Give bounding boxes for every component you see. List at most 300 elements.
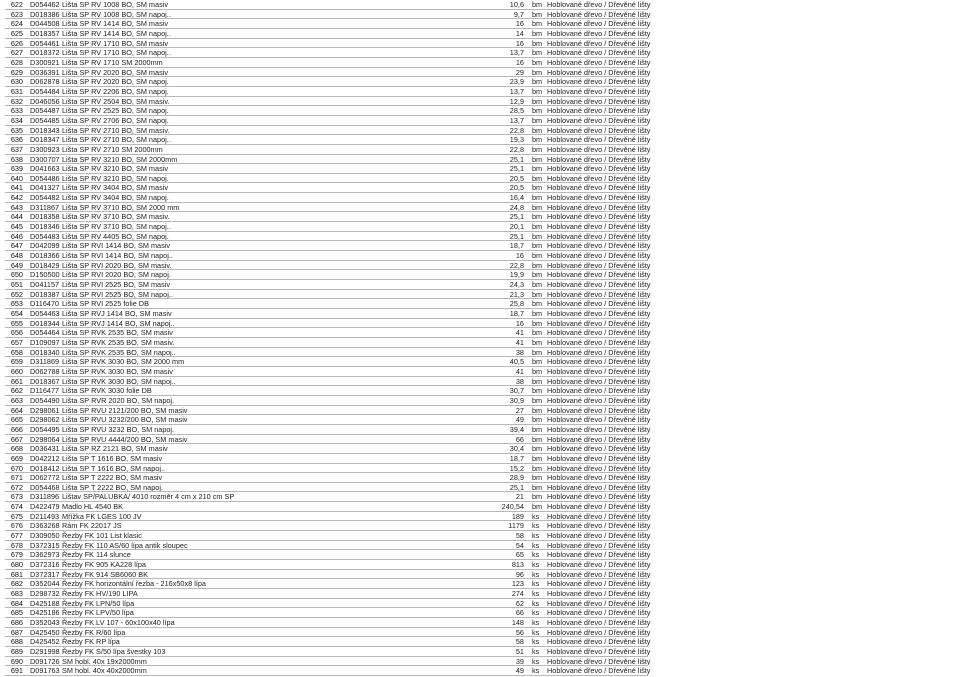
row-number: 684 bbox=[10, 598, 23, 608]
unit: ks bbox=[532, 589, 540, 599]
category: Hoblované dřevo / Dřevěné lišty bbox=[547, 560, 651, 570]
item-description: Lišta SP RV 2504 BO, SM masiv. bbox=[62, 96, 170, 106]
row-number: 674 bbox=[10, 502, 23, 512]
row-number: 662 bbox=[10, 386, 23, 396]
row-number: 643 bbox=[10, 202, 23, 212]
unit: bm bbox=[532, 19, 543, 29]
row-number: 673 bbox=[10, 492, 23, 502]
item-code: D042099 bbox=[30, 241, 60, 251]
quantity: 38 bbox=[515, 376, 524, 386]
item-code: D054486 bbox=[30, 173, 60, 183]
row-number: 640 bbox=[10, 173, 23, 183]
quantity: 240,54 bbox=[501, 502, 524, 512]
table-row bbox=[0, 406, 960, 416]
item-description: Lišta SP T 2222 BO, SM napoj. bbox=[62, 482, 164, 492]
item-code: D062772 bbox=[30, 473, 60, 483]
unit: bm bbox=[532, 337, 543, 347]
item-description: Lišta SP RVK 2535 BO, SM masiv. bbox=[62, 337, 175, 347]
table-row bbox=[0, 579, 960, 589]
item-code: D300923 bbox=[30, 144, 60, 154]
table-row bbox=[0, 183, 960, 193]
category: Hoblované dřevo / Dřevěné lišty bbox=[547, 656, 651, 666]
row-number: 641 bbox=[10, 183, 23, 193]
quantity: 18,7 bbox=[509, 309, 524, 318]
row-number: 675 bbox=[10, 511, 23, 521]
row-number: 631 bbox=[10, 86, 23, 96]
item-description: Madlo HL 4540 BK bbox=[62, 502, 123, 512]
quantity: 21,3 bbox=[509, 289, 524, 299]
unit: bm bbox=[532, 415, 543, 425]
table-row bbox=[0, 10, 960, 20]
category: Hoblované dřevo / Dřevěné lišty bbox=[547, 86, 651, 96]
quantity: 30,7 bbox=[509, 386, 524, 396]
item-description: Lišta SP RVU 3232/200 BO, SM masiv bbox=[62, 415, 188, 425]
category: Hoblované dřevo / Dřevěné lišty bbox=[547, 241, 651, 251]
table-row bbox=[0, 328, 960, 338]
category: Hoblované dřevo / Dřevěné lišty bbox=[547, 57, 651, 67]
item-code: D311867 bbox=[30, 202, 60, 212]
item-description: Lišta SP RV 3710 BO, SM masiv. bbox=[62, 212, 170, 222]
item-code: D054462 bbox=[30, 0, 60, 9]
unit: bm bbox=[532, 9, 543, 19]
item-description: Řezby FK 914 SB6060 BK bbox=[62, 569, 148, 579]
category: Hoblované dřevo / Dřevěné lišty bbox=[547, 666, 651, 676]
row-number: 661 bbox=[10, 376, 23, 386]
category: Hoblované dřevo / Dřevěné lišty bbox=[547, 444, 651, 454]
item-code: D018366 bbox=[30, 251, 60, 261]
item-code: D018346 bbox=[30, 222, 60, 232]
unit: bm bbox=[532, 395, 543, 405]
item-code: D352043 bbox=[30, 618, 60, 627]
item-code: D054484 bbox=[30, 86, 60, 96]
table-row bbox=[0, 425, 960, 435]
unit: bm bbox=[532, 231, 543, 241]
unit: bm bbox=[532, 144, 543, 154]
unit: bm bbox=[532, 405, 543, 415]
unit: bm bbox=[532, 202, 543, 212]
item-code: D150500 bbox=[30, 270, 60, 280]
category: Hoblované dřevo / Dřevěné lišty bbox=[547, 202, 651, 212]
item-description: Rám FK 22017 JS bbox=[62, 521, 122, 531]
item-description: Lišta SP RV 3210 BO, SM napoj. bbox=[62, 173, 169, 183]
item-code: D018347 bbox=[30, 135, 60, 145]
unit: bm bbox=[532, 251, 543, 261]
unit: ks bbox=[532, 521, 540, 531]
quantity: 22,8 bbox=[509, 125, 524, 135]
quantity: 62 bbox=[515, 598, 524, 608]
table-row bbox=[0, 386, 960, 396]
table-row bbox=[0, 502, 960, 512]
quantity: 39,4 bbox=[509, 424, 524, 434]
table-row bbox=[0, 68, 960, 78]
category: Hoblované dřevo / Dřevěné lišty bbox=[547, 48, 651, 58]
item-description: Řezby FK LPN/50 lípa bbox=[62, 598, 135, 608]
item-description: Lišta SP RV 2525 BO, SM napoj. bbox=[62, 106, 169, 116]
category: Hoblované dřevo / Dřevěné lišty bbox=[547, 637, 651, 647]
item-code: D300707 bbox=[30, 154, 60, 164]
item-description: Lišta SP RZ 2121 BO, SM masiv bbox=[62, 444, 168, 454]
item-description: Lišta SP T 1616 BO, SM masiv bbox=[62, 453, 163, 463]
table-row bbox=[0, 415, 960, 425]
category: Hoblované dřevo / Dřevěné lišty bbox=[547, 38, 651, 48]
item-code: D036431 bbox=[30, 444, 60, 454]
unit: ks bbox=[532, 627, 540, 637]
quantity: 16 bbox=[515, 19, 524, 29]
category: Hoblované dřevo / Dřevěné lišty bbox=[547, 589, 651, 599]
unit: ks bbox=[532, 618, 540, 627]
item-code: D362973 bbox=[30, 550, 60, 560]
item-description: Lišta SP RV 2020 BO, SM masiv bbox=[62, 67, 168, 77]
item-description: Lišta SP RVK 3030 folie DB bbox=[62, 386, 152, 396]
row-number: 689 bbox=[10, 646, 23, 656]
row-number: 668 bbox=[10, 444, 23, 454]
item-code: D298732 bbox=[30, 589, 60, 599]
unit: bm bbox=[532, 347, 543, 357]
row-number: 654 bbox=[10, 309, 23, 318]
category: Hoblované dřevo / Dřevěné lišty bbox=[547, 125, 651, 135]
category: Hoblované dřevo / Dřevěné lišty bbox=[547, 492, 651, 502]
table-row bbox=[0, 290, 960, 300]
table-row bbox=[0, 222, 960, 232]
quantity: 25,1 bbox=[509, 154, 524, 164]
table-row bbox=[0, 657, 960, 667]
item-description: Lišta SP RV 2706 BO, SM napoj. bbox=[62, 115, 169, 125]
table-row bbox=[0, 106, 960, 116]
item-code: D109097 bbox=[30, 337, 60, 347]
unit: bm bbox=[532, 299, 543, 309]
unit: bm bbox=[532, 86, 543, 96]
item-description: Lišta SP RV 1008 BO, SM napoj.. bbox=[62, 9, 171, 19]
item-description: SM hobl. 40x 40x2000mm bbox=[62, 666, 147, 676]
unit: ks bbox=[532, 511, 540, 521]
quantity: 18,7 bbox=[509, 241, 524, 251]
quantity: 15,2 bbox=[509, 463, 524, 473]
quantity: 25,1 bbox=[509, 482, 524, 492]
unit: bm bbox=[532, 424, 543, 434]
category: Hoblované dřevo / Dřevěné lišty bbox=[547, 482, 651, 492]
item-description: Řezby FK R/60 lípa bbox=[62, 627, 126, 637]
unit: bm bbox=[532, 289, 543, 299]
table-row bbox=[0, 299, 960, 309]
table-row bbox=[0, 212, 960, 222]
category: Hoblované dřevo / Dřevěné lišty bbox=[547, 415, 651, 425]
quantity: 16 bbox=[515, 57, 524, 67]
row-number: 680 bbox=[10, 560, 23, 570]
item-code: D091763 bbox=[30, 666, 60, 676]
row-number: 653 bbox=[10, 299, 23, 309]
unit: ks bbox=[532, 550, 540, 560]
row-number: 648 bbox=[10, 251, 23, 261]
unit: ks bbox=[532, 560, 540, 570]
category: Hoblované dřevo / Dřevěné lišty bbox=[547, 183, 651, 193]
unit: ks bbox=[532, 656, 540, 666]
table-row bbox=[0, 241, 960, 251]
table-row bbox=[0, 357, 960, 367]
unit: bm bbox=[532, 318, 543, 328]
category: Hoblované dřevo / Dřevěné lišty bbox=[547, 19, 651, 29]
quantity: 40,5 bbox=[509, 357, 524, 367]
quantity: 30,9 bbox=[509, 395, 524, 405]
unit: ks bbox=[532, 666, 540, 676]
row-number: 650 bbox=[10, 270, 23, 280]
category: Hoblované dřevo / Dřevěné lišty bbox=[547, 222, 651, 232]
category: Hoblované dřevo / Dřevěné lišty bbox=[547, 347, 651, 357]
category: Hoblované dřevo / Dřevěné lišty bbox=[547, 618, 651, 627]
category: Hoblované dřevo / Dřevěné lišty bbox=[547, 337, 651, 347]
item-code: D298064 bbox=[30, 434, 60, 444]
table-row bbox=[0, 541, 960, 551]
row-number: 677 bbox=[10, 531, 23, 541]
row-number: 679 bbox=[10, 550, 23, 560]
row-number: 686 bbox=[10, 618, 23, 627]
category: Hoblované dřevo / Dřevěné lišty bbox=[547, 309, 651, 318]
item-description: Řezby FK S/50 lípa švestky 103 bbox=[62, 646, 166, 656]
unit: ks bbox=[532, 569, 540, 579]
category: Hoblované dřevo / Dřevěné lišty bbox=[547, 405, 651, 415]
row-number: 681 bbox=[10, 569, 23, 579]
category: Hoblované dřevo / Dřevěné lišty bbox=[547, 453, 651, 463]
item-description: Lišta SP RV 2020 BO, SM napoj. bbox=[62, 77, 169, 87]
row-number: 657 bbox=[10, 337, 23, 347]
quantity: 23,9 bbox=[509, 77, 524, 87]
row-number: 647 bbox=[10, 241, 23, 251]
category: Hoblované dřevo / Dřevěné lišty bbox=[547, 328, 651, 338]
table-row bbox=[0, 126, 960, 136]
unit: bm bbox=[532, 463, 543, 473]
row-number: 622 bbox=[10, 0, 23, 9]
table-row bbox=[0, 570, 960, 580]
table-row bbox=[0, 647, 960, 657]
quantity: 22,8 bbox=[509, 260, 524, 270]
quantity: 25,1 bbox=[509, 212, 524, 222]
table-row bbox=[0, 608, 960, 618]
category: Hoblované dřevo / Dřevěné lišty bbox=[547, 386, 651, 396]
row-number: 666 bbox=[10, 424, 23, 434]
unit: ks bbox=[532, 531, 540, 541]
table-row bbox=[0, 512, 960, 522]
item-code: D425452 bbox=[30, 637, 60, 647]
unit: bm bbox=[532, 212, 543, 222]
category: Hoblované dřevo / Dřevěné lišty bbox=[547, 579, 651, 589]
category: Hoblované dřevo / Dřevěné lišty bbox=[547, 569, 651, 579]
item-description: Lišta SP RVI 2525 folie DB bbox=[62, 299, 149, 309]
item-code: D311896 bbox=[30, 492, 60, 502]
category: Hoblované dřevo / Dřevěné lišty bbox=[547, 463, 651, 473]
table-row bbox=[0, 280, 960, 290]
item-code: D018340 bbox=[30, 347, 60, 357]
quantity: 19,3 bbox=[509, 135, 524, 145]
unit: bm bbox=[532, 473, 543, 483]
unit: bm bbox=[532, 135, 543, 145]
table-row bbox=[0, 473, 960, 483]
table-row bbox=[0, 483, 960, 493]
category: Hoblované dřevo / Dřevěné lišty bbox=[547, 135, 651, 145]
table-row bbox=[0, 0, 960, 10]
row-number: 672 bbox=[10, 482, 23, 492]
table-row bbox=[0, 599, 960, 609]
item-code: D309050 bbox=[30, 531, 60, 541]
row-number: 683 bbox=[10, 589, 23, 599]
row-number: 646 bbox=[10, 231, 23, 241]
unit: bm bbox=[532, 77, 543, 87]
item-code: D054495 bbox=[30, 424, 60, 434]
quantity: 274 bbox=[511, 589, 524, 599]
unit: bm bbox=[532, 357, 543, 367]
row-number: 649 bbox=[10, 260, 23, 270]
quantity: 41 bbox=[515, 337, 524, 347]
item-description: Lišta SP RVK 2535 BO, SM masiv bbox=[62, 328, 173, 338]
quantity: 813 bbox=[511, 560, 524, 570]
table-row bbox=[0, 19, 960, 29]
item-code: D298061 bbox=[30, 405, 60, 415]
category: Hoblované dřevo / Dřevěné lišty bbox=[547, 646, 651, 656]
item-description: Lišta SP RV 1710 BO, SM masiv bbox=[62, 38, 168, 48]
category: Hoblované dřevo / Dřevěné lišty bbox=[547, 67, 651, 77]
item-description: Řezby FK 905 KA228 lípa bbox=[62, 560, 146, 570]
item-description: Řezby FK HV/190 LIPA bbox=[62, 589, 138, 599]
item-code: D425188 bbox=[30, 598, 60, 608]
category: Hoblované dřevo / Dřevěné lišty bbox=[547, 550, 651, 560]
row-number: 685 bbox=[10, 608, 23, 618]
category: Hoblované dřevo / Dřevěné lišty bbox=[547, 357, 651, 367]
item-code: D352044 bbox=[30, 579, 60, 589]
item-description: Lišta SP RVK 3030 BO, SM napoj.. bbox=[62, 376, 176, 386]
table-row bbox=[0, 666, 960, 676]
table-row bbox=[0, 193, 960, 203]
quantity: 13,7 bbox=[509, 115, 524, 125]
category: Hoblované dřevo / Dřevěné lišty bbox=[547, 395, 651, 405]
row-number: 639 bbox=[10, 164, 23, 174]
unit: ks bbox=[532, 646, 540, 656]
unit: bm bbox=[532, 270, 543, 280]
table-row bbox=[0, 77, 960, 87]
item-description: Řezby FK 114 slunce bbox=[62, 550, 131, 560]
table-row bbox=[0, 637, 960, 647]
item-description: Lišta SP RV 4405 BO, SM napoj. bbox=[62, 231, 169, 241]
category: Hoblované dřevo / Dřevěné lišty bbox=[547, 318, 651, 328]
row-number: 691 bbox=[10, 666, 23, 676]
item-description: Lišta SP RVK 3030 BO, SM masiv bbox=[62, 366, 173, 376]
unit: bm bbox=[532, 28, 543, 38]
row-number: 635 bbox=[10, 125, 23, 135]
item-code: D291998 bbox=[30, 646, 60, 656]
table-row bbox=[0, 319, 960, 329]
item-description: Lišta SP RV 2206 BO, SM napoj. bbox=[62, 86, 169, 96]
table-row bbox=[0, 454, 960, 464]
category: Hoblované dřevo / Dřevěné lišty bbox=[547, 366, 651, 376]
row-number: 634 bbox=[10, 115, 23, 125]
quantity: 24,3 bbox=[509, 280, 524, 290]
quantity: 19,9 bbox=[509, 270, 524, 280]
table-row bbox=[0, 589, 960, 599]
quantity: 16 bbox=[515, 318, 524, 328]
item-code: D018367 bbox=[30, 376, 60, 386]
item-description: Lišta SP T 2222 BO, SM masiv bbox=[62, 473, 163, 483]
item-code: D372317 bbox=[30, 569, 60, 579]
item-code: D091726 bbox=[30, 656, 60, 666]
row-number: 664 bbox=[10, 405, 23, 415]
table-row bbox=[0, 309, 960, 319]
unit: bm bbox=[532, 502, 543, 512]
unit: bm bbox=[532, 67, 543, 77]
unit: bm bbox=[532, 0, 543, 9]
row-number: 669 bbox=[10, 453, 23, 463]
quantity: 49 bbox=[515, 415, 524, 425]
quantity: 10,6 bbox=[509, 0, 524, 9]
row-number: 623 bbox=[10, 9, 23, 19]
category: Hoblované dřevo / Dřevěné lišty bbox=[547, 608, 651, 618]
table-row bbox=[0, 492, 960, 502]
quantity: 14 bbox=[515, 28, 524, 38]
category: Hoblované dřevo / Dřevěné lišty bbox=[547, 531, 651, 541]
unit: bm bbox=[532, 376, 543, 386]
item-description: Lišta SP RVJ 1414 BO, SM napoj.. bbox=[62, 318, 175, 328]
table-row bbox=[0, 348, 960, 358]
table-row bbox=[0, 270, 960, 280]
item-code: D372316 bbox=[30, 560, 60, 570]
unit: bm bbox=[532, 328, 543, 338]
item-description: Lišta SP RV 1414 BO, SM napoj.. bbox=[62, 28, 171, 38]
item-description: Lišta SP RVI 2525 BO, SM napoj.. bbox=[62, 289, 173, 299]
row-number: 625 bbox=[10, 28, 23, 38]
row-number: 636 bbox=[10, 135, 23, 145]
item-code: D116477 bbox=[30, 386, 60, 396]
quantity: 65 bbox=[515, 550, 524, 560]
quantity: 25,1 bbox=[509, 231, 524, 241]
item-code: D036391 bbox=[30, 67, 60, 77]
quantity: 58 bbox=[515, 531, 524, 541]
category: Hoblované dřevo / Dřevěné lišty bbox=[547, 251, 651, 261]
table-row bbox=[0, 97, 960, 107]
item-code: D054468 bbox=[30, 482, 60, 492]
category: Hoblované dřevo / Dřevěné lišty bbox=[547, 96, 651, 106]
unit: bm bbox=[532, 96, 543, 106]
category: Hoblované dřevo / Dřevěné lišty bbox=[547, 280, 651, 290]
table-row bbox=[0, 628, 960, 638]
unit: bm bbox=[532, 222, 543, 232]
category: Hoblované dřevo / Dřevěné lišty bbox=[547, 434, 651, 444]
item-code: D054487 bbox=[30, 106, 60, 116]
row-number: 660 bbox=[10, 366, 23, 376]
quantity: 49 bbox=[515, 666, 524, 676]
item-code: D018358 bbox=[30, 212, 60, 222]
quantity: 39 bbox=[515, 656, 524, 666]
row-number: 688 bbox=[10, 637, 23, 647]
row-number: 645 bbox=[10, 222, 23, 232]
item-description: Lišta SP RV 3210 BO, SM 2000mm bbox=[62, 154, 178, 164]
item-code: D018387 bbox=[30, 289, 60, 299]
item-description: Lišta SP RVU 2121/200 BO, SM masiv bbox=[62, 405, 188, 415]
item-description: Lišta SP RV 3210 BO, SM masiv bbox=[62, 164, 168, 174]
table-row bbox=[0, 251, 960, 261]
item-code: D062878 bbox=[30, 77, 60, 87]
row-number: 663 bbox=[10, 395, 23, 405]
category: Hoblované dřevo / Dřevěné lišty bbox=[547, 289, 651, 299]
category: Hoblované dřevo / Dřevěné lišty bbox=[547, 164, 651, 174]
table-row bbox=[0, 367, 960, 377]
quantity: 13,7 bbox=[509, 48, 524, 58]
table-row bbox=[0, 377, 960, 387]
quantity: 28,5 bbox=[509, 106, 524, 116]
item-code: D054485 bbox=[30, 115, 60, 125]
item-code: D054482 bbox=[30, 193, 60, 203]
quantity: 28,9 bbox=[509, 473, 524, 483]
quantity: 41 bbox=[515, 366, 524, 376]
category: Hoblované dřevo / Dřevěné lišty bbox=[547, 154, 651, 164]
item-description: Lišta SP RV 1008 BO, SM masiv bbox=[62, 0, 168, 9]
table-row bbox=[0, 135, 960, 145]
table-row bbox=[0, 435, 960, 445]
